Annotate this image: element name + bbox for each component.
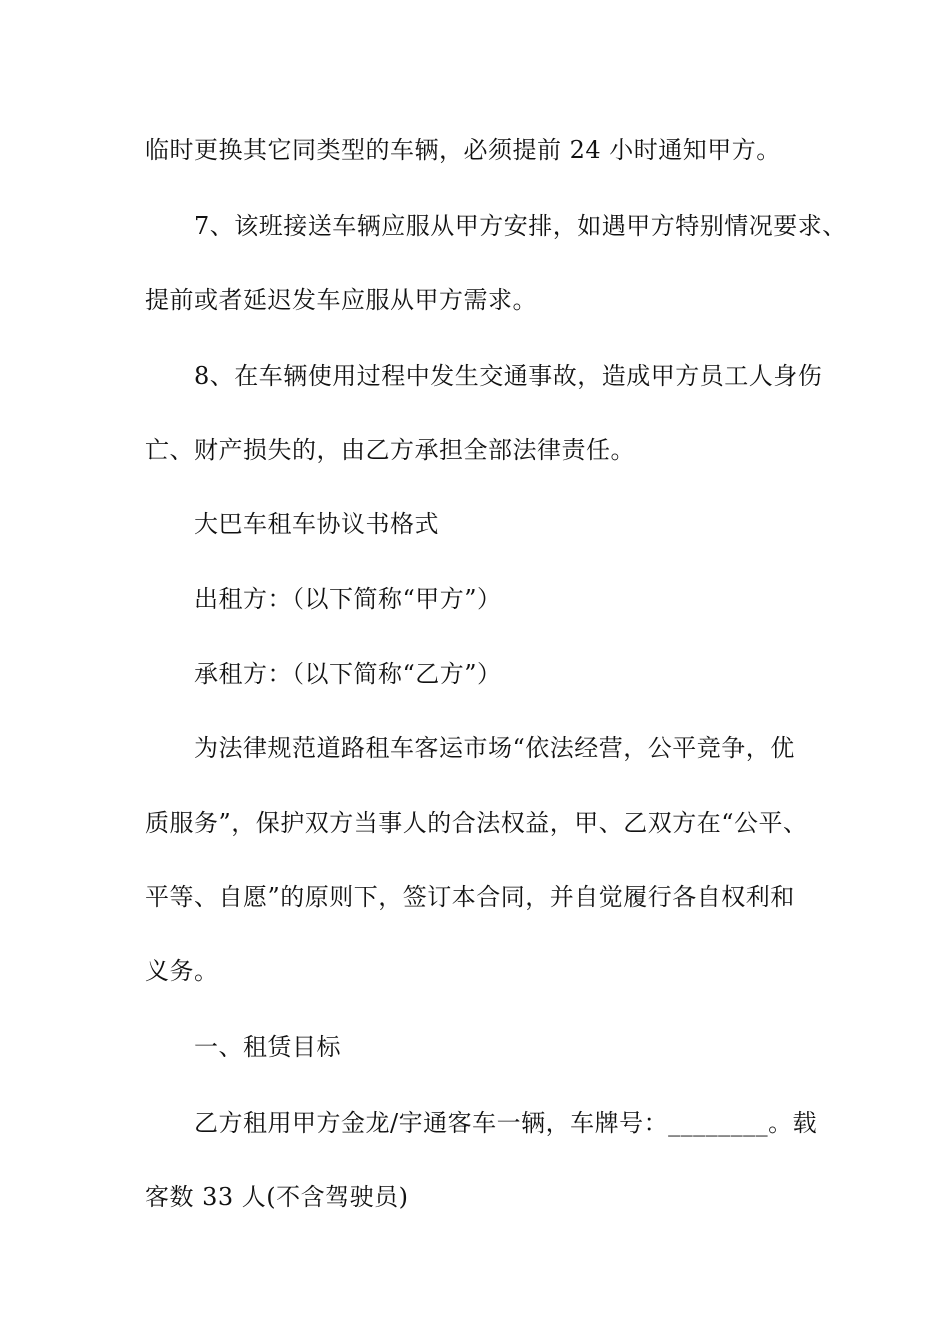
text-line: 义务。 [145,957,219,985]
text-line: 客数 33 人(不含驾驶员) [145,1183,409,1211]
section-title: 大巴车租车协议书格式 [194,510,439,538]
heading-lease-target: 一、租赁目标 [194,1033,341,1061]
preamble-text: 为法律规范道路租车客运市场“依法经营，公平竞争，优 [194,734,795,762]
clause-7-text: 7、该班接送车辆应服从甲方安排，如遇甲方特别情况要求、 [194,212,847,240]
lease-target-text: 乙方租用甲方金龙/宇通客车一辆，车牌号：________。载 [194,1109,818,1137]
text-line: 临时更换其它同类型的车辆，必须提前 24 小时通知甲方。 [145,136,781,164]
text-line: 质服务”，保护双方当事人的合法权益，甲、乙双方在“公平、 [145,809,808,837]
clause-8-text: 8、在车辆使用过程中发生交通事故，造成甲方员工人身伤 [194,362,823,390]
lessee-field: 承租方：（以下简称“乙方”） [194,660,502,688]
text-line: 提前或者延迟发车应服从甲方需求。 [145,286,537,314]
text-line: 平等、自愿”的原则下，签订本合同，并自觉履行各自权利和 [145,883,795,911]
text-line: 亡、财产损失的，由乙方承担全部法律责任。 [145,436,635,464]
lessor-field: 出租方：（以下简称“甲方”） [194,585,502,613]
